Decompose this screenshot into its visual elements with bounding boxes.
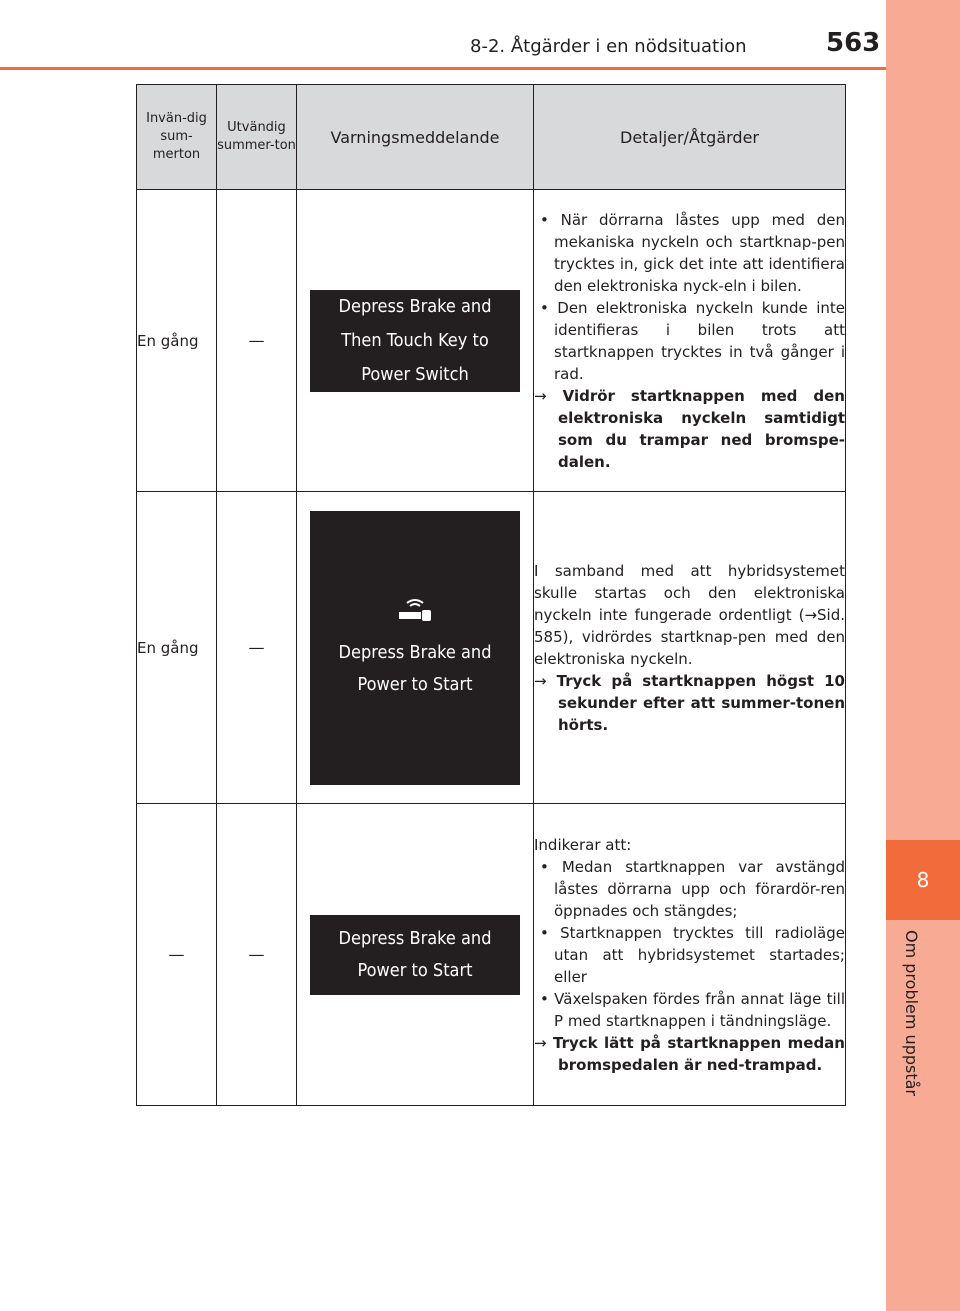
detail-bullet: • Den elektroniska nyckeln kunde inte identifieras i bilen trots att startknappen trycktes in två gånger i rad. — [540, 298, 845, 383]
header-external-buzzer: Utvändig summer-ton — [217, 85, 297, 190]
chapter-number: 8 — [886, 840, 960, 920]
external-buzzer-cell: — — [217, 804, 297, 1106]
detail-bullet: • Växelspaken fördes från annat läge till P med startknappen i tändningsläge. — [540, 989, 846, 1030]
details-cell — [534, 492, 846, 804]
detail-bullet: • När dörrarna låstes upp med den mekaniska nyckeln och startknap-pen trycktes in, gick det inte att identifiera den elektroniska nyck-eln i bilen. — [540, 210, 845, 295]
chapter-label: Om problem uppstår — [902, 930, 921, 1096]
table-row — [137, 190, 846, 492]
header-internal-buzzer: Invän-dig sum-merton — [137, 85, 217, 190]
message-line: Depress Brake and — [338, 927, 492, 949]
detail-action: → Tryck lätt på startknappen medan bromspedalen är ned-trampad. — [534, 1033, 845, 1074]
internal-buzzer-cell: En gång — [137, 492, 217, 804]
detail-action: → Vidrör startknappen med den elektroniska nyckeln samtidigt som du trampar ned bromspe-dalen. — [534, 386, 845, 471]
external-buzzer-cell: — — [217, 492, 297, 804]
message-line: Then Touch Key to — [341, 329, 489, 351]
warning-display — [310, 290, 520, 392]
details-cell — [534, 804, 846, 1106]
table-header-row — [137, 85, 846, 190]
warning-display — [310, 915, 520, 995]
detail-action: → Tryck på startknappen högst 10 sekunder efter att summer-tonen hörts. — [534, 671, 845, 734]
message-line: Depress Brake and — [338, 295, 492, 317]
table-row — [137, 492, 846, 804]
internal-buzzer-cell: En gång — [137, 190, 217, 492]
detail-bullet: • Medan startknappen var avstängd låstes dörrarna upp och förardör-ren öppnades och stängdes; — [540, 857, 845, 920]
message-line: Power to Start — [357, 673, 473, 695]
message-line: Power to Start — [357, 959, 473, 981]
details-cell — [534, 190, 846, 492]
detail-intro: Indikerar att: — [534, 835, 632, 854]
header-details: Detaljer/Åtgärder — [534, 85, 846, 190]
warning-display — [310, 511, 520, 785]
message-line: Depress Brake and — [338, 641, 492, 663]
detail-bullet: • Startknappen trycktes till radioläge utan att hybridsystemet startades; eller — [540, 923, 845, 986]
message-line: Power Switch — [361, 363, 469, 385]
message-cell — [297, 190, 534, 492]
message-cell — [297, 492, 534, 804]
section-title: 8-2. Åtgärder i en nödsituation — [470, 36, 747, 57]
table-row — [137, 804, 846, 1106]
warning-table — [136, 84, 846, 1106]
header-warning-message: Varningsmeddelande — [297, 85, 534, 190]
detail-intro: I samband med att hybridsystemet skulle startas och den elektroniska nyckeln inte fungerade ordentligt (→Sid. 585), vidrördes startknap-pen med den elektroniska nyckeln. — [534, 561, 845, 668]
message-cell — [297, 804, 534, 1106]
internal-buzzer-cell: — — [137, 804, 217, 1106]
external-buzzer-cell: — — [217, 190, 297, 492]
page-number: 563 — [826, 28, 881, 58]
header-rule — [0, 67, 886, 70]
smart-key-icon — [310, 595, 520, 637]
